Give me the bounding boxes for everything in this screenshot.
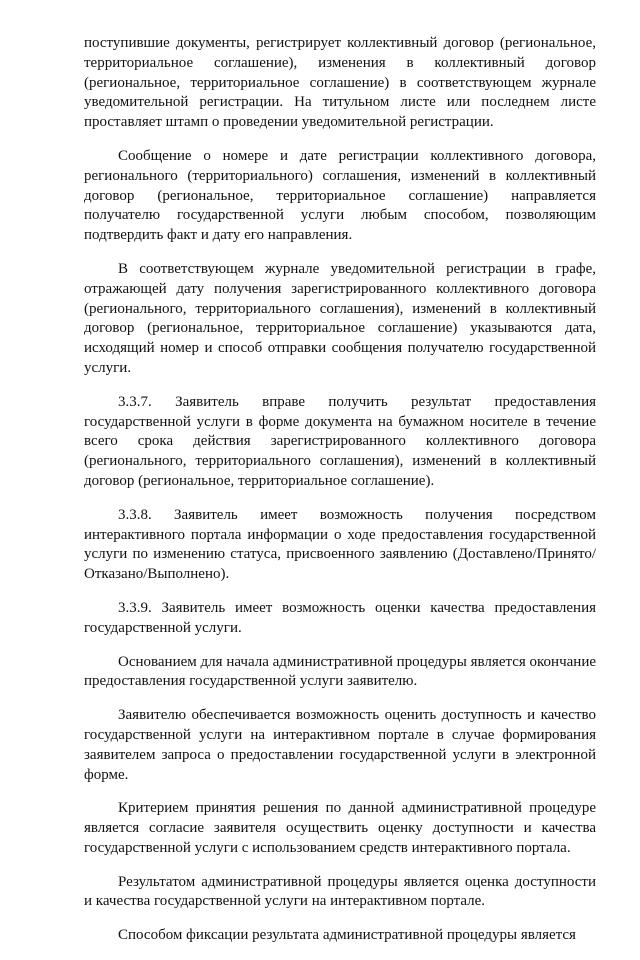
paragraph-3-3-7: 3.3.7. Заявитель вправе получить результат предоставления государственной услуги в форме документа на бумажном носителе в течение всего срока действия зарегистрированного коллективного договора (регионального, территориального соглашения), изменений в коллективный договор (региональное, территориальное соглашение). xyxy=(84,393,596,489)
paragraph-result: Результатом административной процедуры является оценка доступности и качества государственной услуги на интерактивном портале. xyxy=(84,873,596,910)
paragraph-basis: Основанием для начала административной процедуры является окончание предоставления государственной услуги заявителю. xyxy=(84,653,596,690)
paragraph-fixation: Способом фиксации результата административной процедуры является xyxy=(118,927,576,944)
paragraph-registration: поступившие документы, регистрирует коллективный договор (региональное, территориальное соглашение), изменения в коллективный договор (региональное, территориальное соглашение) в соответствующем журнале уведомительной регистрации. На титульном листе или последнем листе проставляет штамп о проведении уведомительной регистрации. xyxy=(84,35,596,131)
paragraph-notification: Сообщение о номере и дате регистрации коллективного договора, регионального (территориального) соглашения, изменений в коллективный договор (региональное, территориальное соглашение) направляется получателю государственной услуги любым способом, позволяющим подтвердить факт и дату его направления. xyxy=(84,147,596,244)
paragraph-assessment: Заявителю обеспечивается возможность оценить доступность и качество государственной услуги на интерактивном портале в случае формирования заявителем запроса о предоставлении государственной услуги в электронной форме. xyxy=(84,707,596,783)
paragraph-3-3-9: 3.3.9. Заявитель имеет возможность оценки качества предоставления государственной услуги. xyxy=(84,599,596,636)
document-page xyxy=(84,34,596,960)
paragraph-3-3-8: 3.3.8. Заявитель имеет возможность получения посредством интерактивного портала информации о ходе предоставления государственной услуги по изменению статуса, присвоенного заявлению (Доставлено/Принято/Отказано/Выполнено). xyxy=(84,506,596,583)
paragraph-criterion: Критерием принятия решения по данной административной процедуре является согласие заявителя осуществить оценку доступности и качества государственной услуги с использованием средств интерактивного портала. xyxy=(84,800,596,856)
paragraph-journal: В соответствующем журнале уведомительной регистрации в графе, отражающей дату получения зарегистрированного коллективного договора (регионального, территориального соглашения), изменений в коллективный договор (региональное, территориальное соглашение) указываются дата, исходящий номер и способ отправки сообщения получателю государственной услуги. xyxy=(84,260,596,376)
